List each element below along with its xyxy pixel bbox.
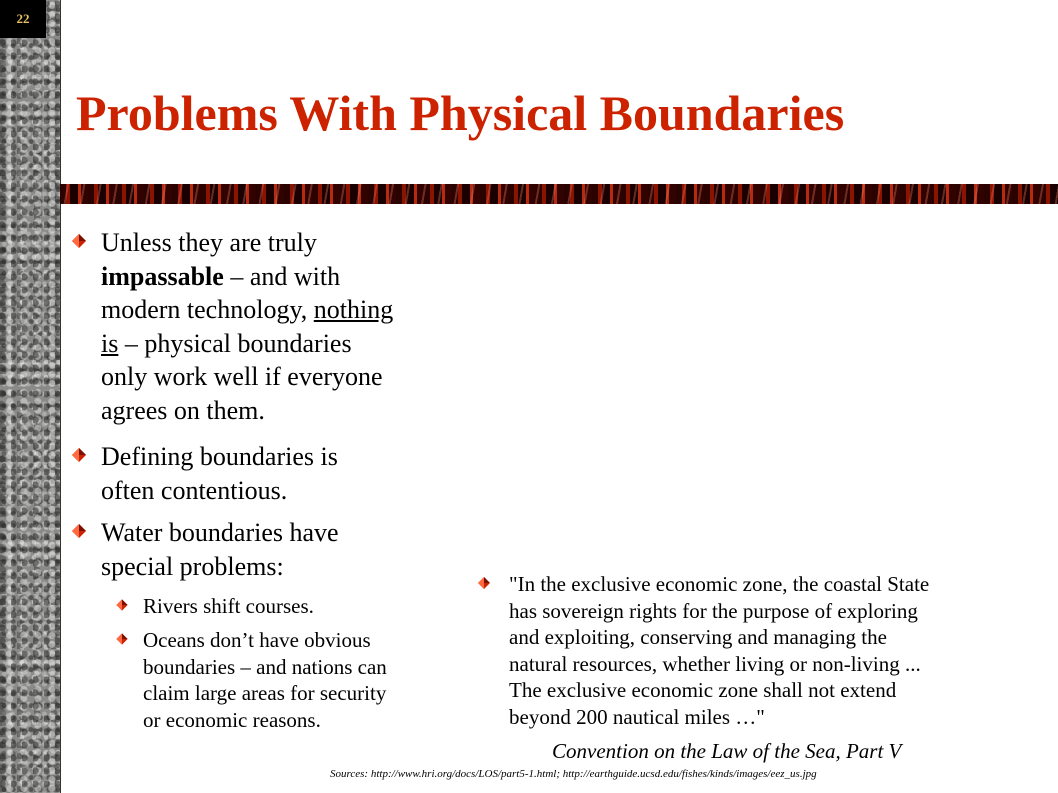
text-line: claim large areas for security — [143, 681, 387, 705]
red-diamond-bullet-icon — [70, 522, 88, 540]
text-line: or economic reasons. — [143, 707, 321, 732]
text-span: – physical boundaries — [118, 328, 352, 358]
sub-bullet-rivers: Rivers shift courses. — [143, 594, 314, 618]
text-line: Water boundaries have — [101, 518, 339, 547]
red-diamond-bullet-icon — [476, 575, 491, 590]
text-line: Unless they are truly — [101, 228, 317, 257]
bullet-text-water — [101, 516, 471, 583]
text-line: Oceans don’t have obvious — [143, 628, 371, 652]
red-diamond-bullet-icon — [115, 598, 129, 612]
underlined-text: nothing — [313, 295, 394, 324]
bullet-text-impassable — [101, 226, 471, 427]
text-span: – and with — [223, 261, 341, 291]
slide-title: Problems With Physical Boundaries — [76, 85, 845, 141]
text-line — [101, 293, 471, 327]
quote-line: beyond 200 nautical miles …" — [509, 704, 765, 729]
sub-bullet-oceans — [143, 627, 463, 733]
decorative-band — [60, 184, 1058, 204]
text-line — [101, 260, 471, 294]
text-line: agrees on them. — [101, 395, 265, 425]
slide-number: 22 — [0, 0, 46, 38]
quote-citation: Convention on the Law of the Sea, Part V — [552, 739, 902, 763]
quote-line: natural resources, whether living or non-living ... — [509, 651, 921, 676]
stone-texture-sidebar — [0, 0, 61, 793]
convention-quote — [509, 571, 1049, 730]
quote-line: "In the exclusive economic zone, the coastal State — [509, 572, 930, 596]
text-line — [101, 327, 471, 361]
text-line: often contentious. — [101, 475, 288, 505]
red-diamond-bullet-icon — [70, 446, 88, 464]
text-line: Defining boundaries is — [101, 442, 338, 471]
bullet-text-defining — [101, 440, 471, 507]
text-span: modern technology, — [101, 295, 314, 324]
red-diamond-bullet-icon — [115, 632, 129, 646]
red-diamond-bullet-icon — [70, 232, 88, 250]
text-line: special problems: — [101, 551, 284, 581]
underlined-text: is — [101, 328, 119, 358]
quote-line: has sovereign rights for the purpose of exploring — [509, 598, 918, 623]
text-line: only work well if everyone — [101, 362, 383, 391]
quote-line: The exclusive economic zone shall not extend — [509, 678, 897, 702]
quote-line: and exploiting, conserving and managing the — [509, 625, 887, 649]
text-line: boundaries – and nations can — [143, 654, 387, 679]
emphasis-text: impassable — [101, 261, 224, 291]
sources-footnote: Sources: http://www.hri.org/docs/LOS/part5-1.html; http://earthguide.ucsd.edu/fishes/kinds/images/eez_us.jpg — [330, 768, 817, 780]
